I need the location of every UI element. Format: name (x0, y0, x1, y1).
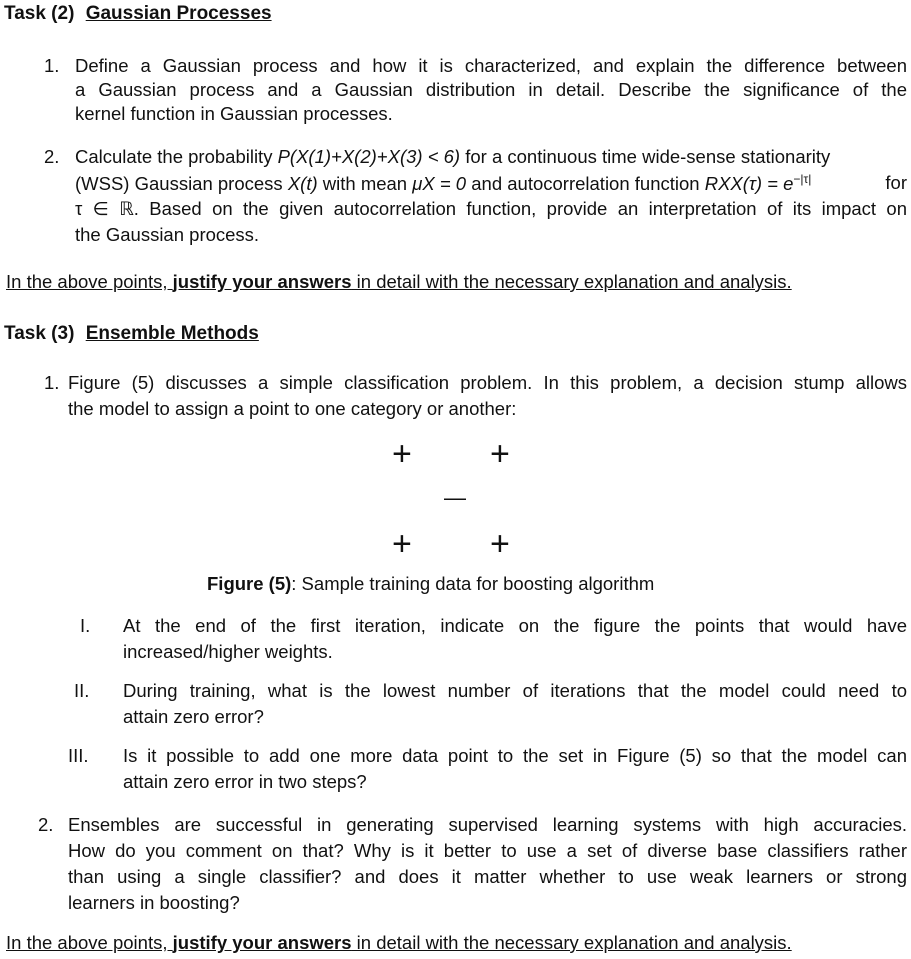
task2-note: In the above points, justify your answers in detail with the necessary explanation and analysis. (6, 271, 792, 292)
task2-heading (4, 3, 272, 25)
task2-prefix: Task (2) (4, 3, 75, 24)
task2-q1-number: 1. (44, 55, 60, 76)
figure-caption-label: Figure (5) (207, 573, 292, 594)
task3-note: In the above points, justify your answers in detail with the necessary explanation and analysis. (6, 932, 792, 953)
process-symbol: X(t) (287, 173, 318, 195)
for-word: for (885, 172, 907, 193)
task3-q2-number: 2. (38, 814, 54, 835)
subq-1-line2: increased/higher weights. (123, 641, 333, 662)
mean-expression: μX = 0 (412, 173, 467, 195)
task3-note-emphasis: justify your answers (172, 932, 352, 953)
figure-plus-top-right: + (490, 435, 510, 473)
task3-q2-line1: Ensembles are successful in generating supervised learning systems with high accuracies. (68, 814, 907, 835)
task2-q2-line4: the Gaussian process. (75, 224, 260, 245)
task3-prefix: Task (3) (4, 323, 75, 344)
task3-q2-line3: than using a single classifier? and does it matter whether to use weak learners or strong (68, 866, 907, 887)
task3-q2-line4: learners in boosting? (68, 892, 240, 913)
task3-heading (4, 323, 259, 345)
subq-2-line2: attain zero error? (123, 706, 264, 727)
task2-q2-line3: τ ∈ ℝ. Based on the given autocorrelation function, provide an interpretation of its impact on (75, 198, 907, 219)
task2-q1-line1: Define a Gaussian process and how it is characterized, and explain the difference between (75, 55, 907, 76)
task2-q2-line2: (WSS) Gaussian process X(t) with mean μX = 0 and autocorrelation function $RXX(\tau) = e^{-|\tau|}$ for (75, 172, 907, 195)
task2-q2-number: 2. (44, 146, 60, 167)
task2-q2-line1: Calculate the probability P(X(1)+X(2)+X(3) < 6) for a continuous time wide-sense stationarity (75, 146, 831, 167)
task2-q1-line3: kernel function in Gaussian processes. (75, 103, 393, 124)
task2-q1-line2: a Gaussian process and a Gaussian distribution in detail. Describe the significance of the (75, 79, 907, 100)
autocorrelation-expression: RXX(τ) = e (704, 173, 794, 195)
subq-3-line2: attain zero error in two steps? (123, 771, 367, 792)
task2-note-emphasis: justify your answers (172, 271, 352, 292)
task3-q2-line2: How do you comment on that? Why is it better to use a set of diverse base classifiers rather (68, 840, 907, 861)
figure-plus-bottom-right: + (490, 525, 510, 563)
subq-3-line1: Is it possible to add one more data point to the set in Figure (5) so that the model can (123, 745, 907, 766)
subq-1-line1: At the end of the first iteration, indicate on the figure the points that would have (123, 615, 907, 636)
subq-3-number: III. (68, 745, 89, 766)
figure-minus-center: — (444, 485, 466, 510)
figure-caption: Figure (5): Sample training data for boosting algorithm (207, 573, 655, 594)
task2-title: Gaussian Processes (85, 3, 272, 24)
task3-q1-line2: the model to assign a point to one category or another: (68, 398, 517, 419)
probability-expression: P(X(1)+X(2)+X(3) < 6) (277, 146, 461, 167)
subq-2-line1: During training, what is the lowest number of iterations that the model could need to (123, 680, 907, 701)
task3-title: Ensemble Methods (85, 323, 259, 344)
task3-q1-number: 1. (44, 372, 60, 393)
subq-2-number: II. (74, 680, 90, 701)
task3-q1-line1: Figure (5) discusses a simple classification problem. In this problem, a decision stump allows (68, 372, 907, 393)
subq-1-number: I. (80, 615, 91, 636)
figure-plus-bottom-left: + (392, 525, 412, 563)
exponent: −|τ| (793, 172, 812, 186)
figure-plus-top-left: + (392, 435, 412, 473)
